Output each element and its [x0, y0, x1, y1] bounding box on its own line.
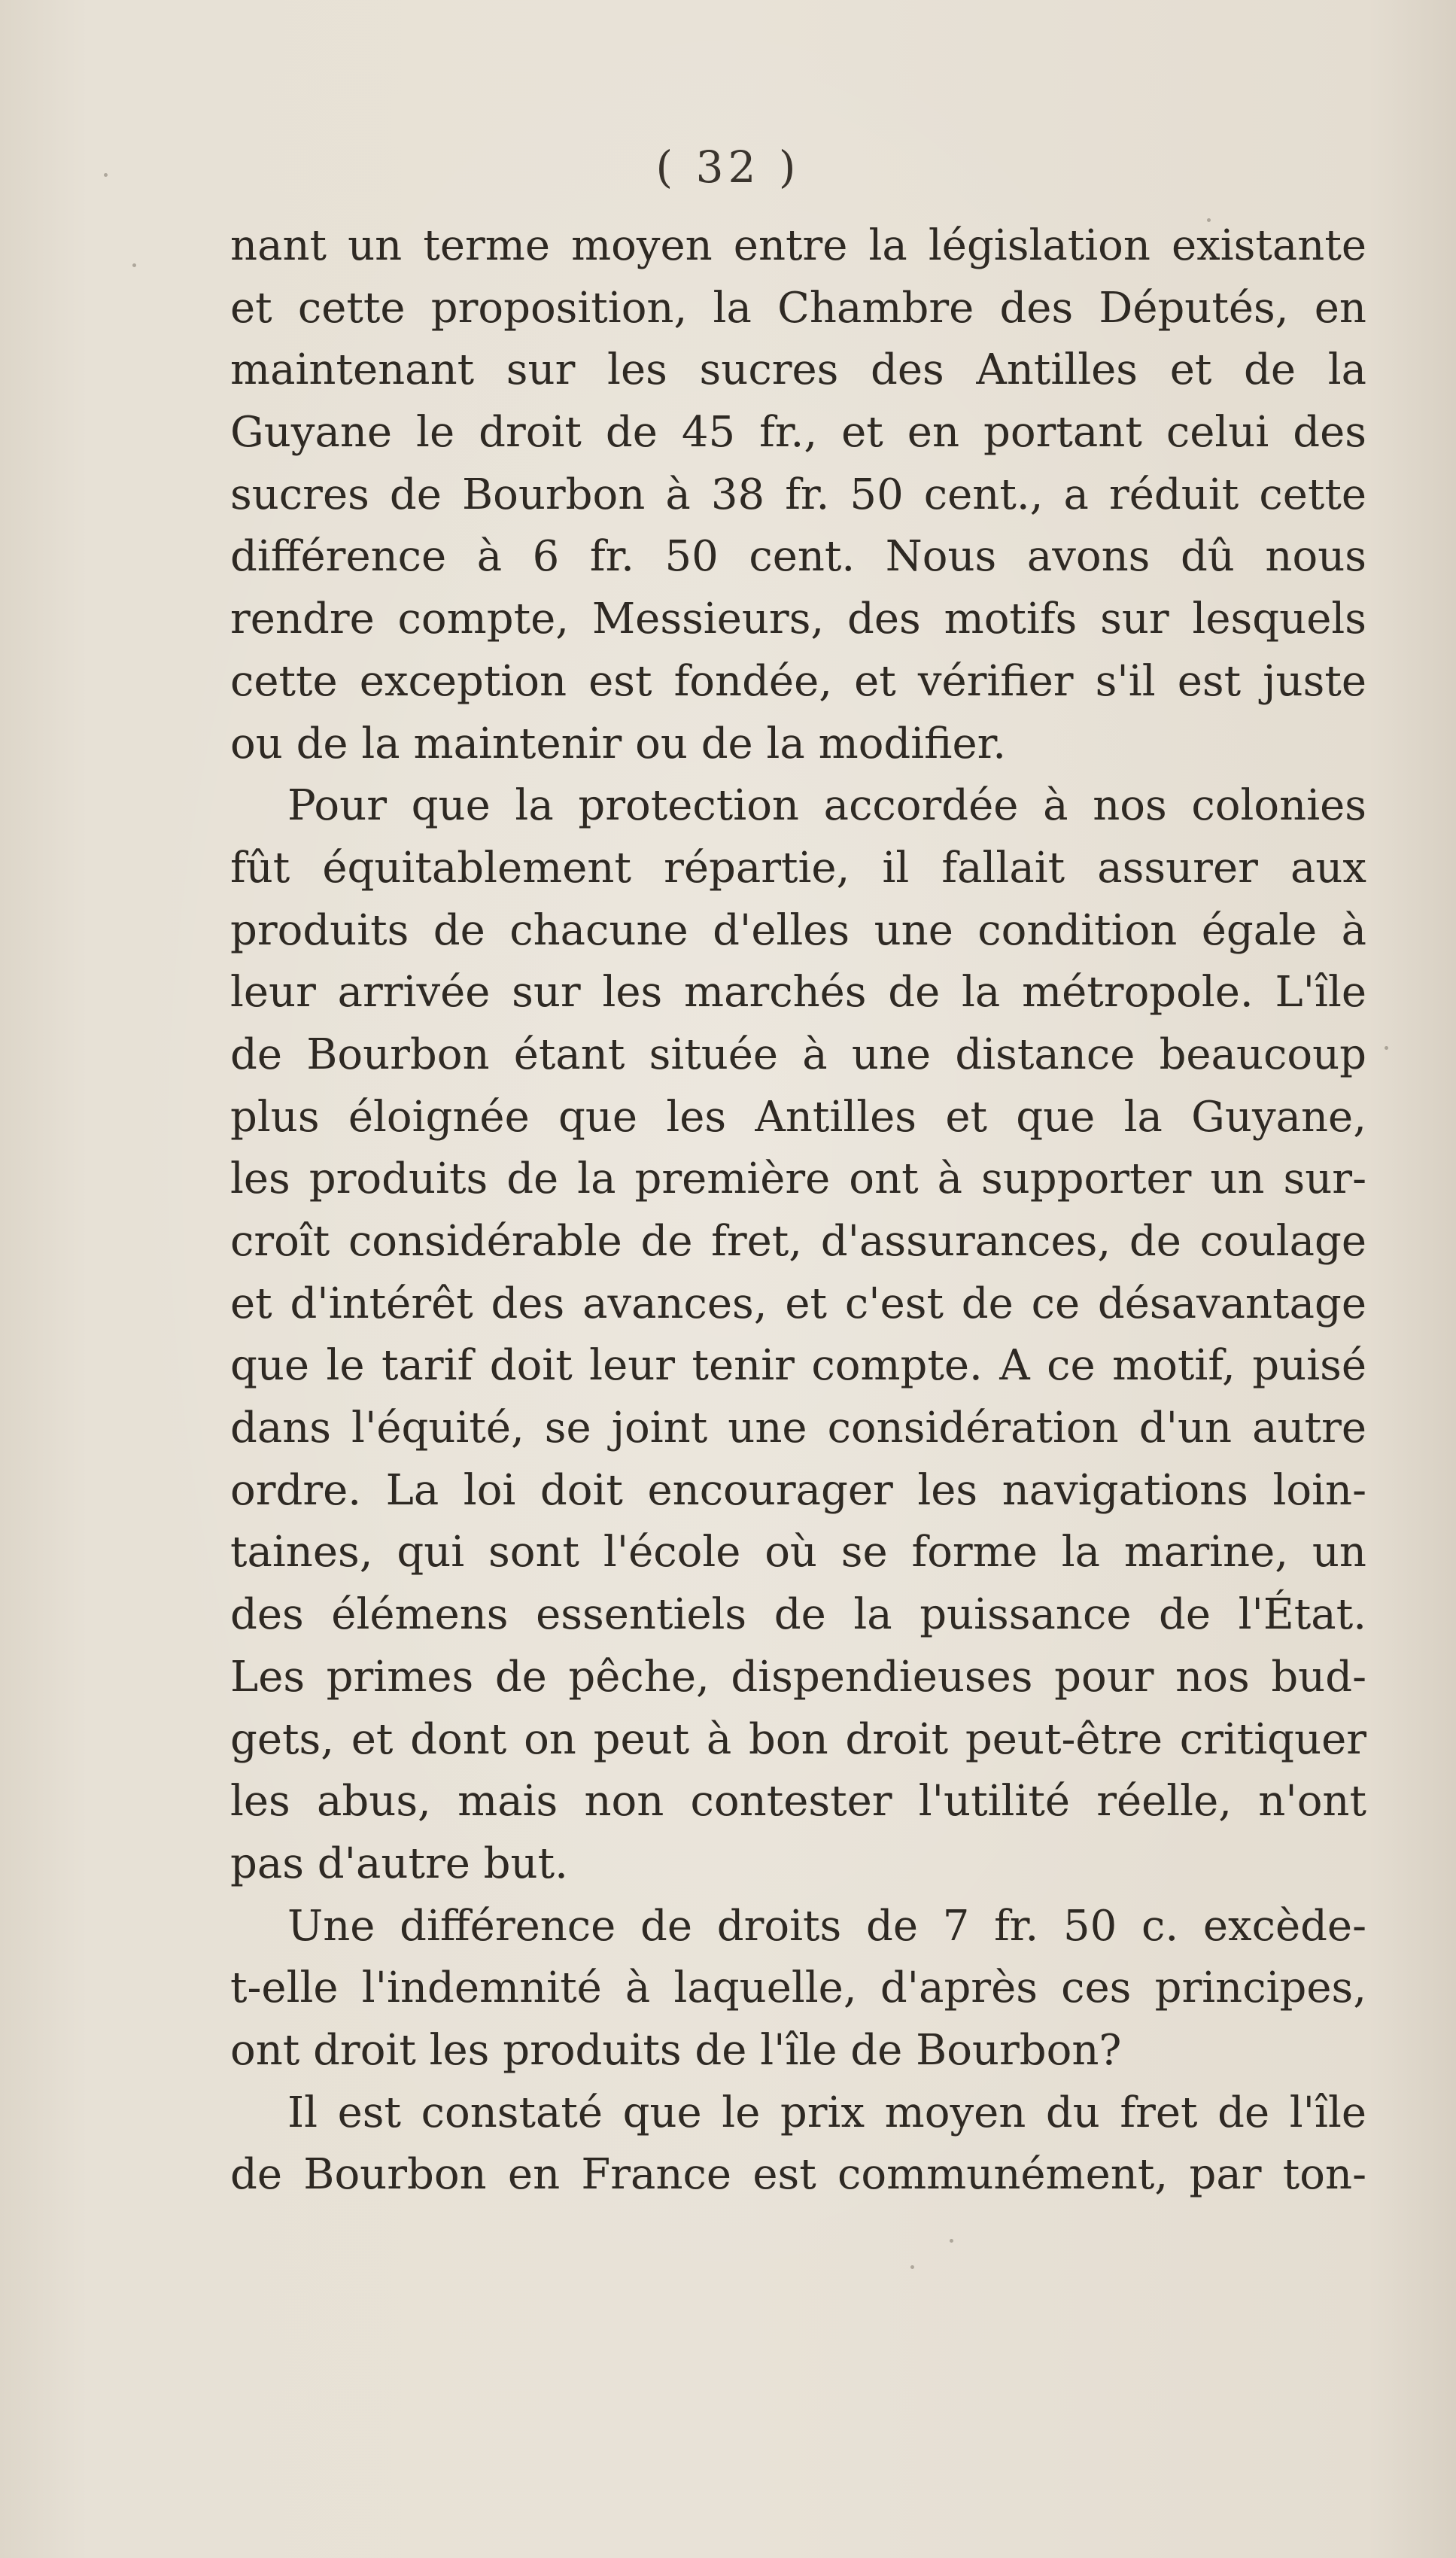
text-line: nant un terme moyen entre la législation existante — [230, 221, 1366, 270]
text-line: différence à 6 fr. 50 cent. Nous avons dû nous — [230, 532, 1366, 582]
text-line: que le tarif doit leur tenir compte. A ce motif, puisé — [230, 1341, 1366, 1391]
text-line: les produits de la première ont à supporter un sur- — [230, 1154, 1366, 1204]
paper-speck — [132, 263, 136, 267]
text-line: maintenant sur les sucres des Antilles et de la — [230, 345, 1366, 395]
text-line: les abus, mais non contester l'utilité réelle, n'ont — [230, 1777, 1366, 1826]
text-line: taines, qui sont l'école où se forme la marine, un — [230, 1528, 1366, 1577]
text-line: plus éloignée que les Antilles et que la Guyane, — [230, 1092, 1366, 1142]
text-line: Guyane le droit de 45 fr., et en portant celui des — [230, 408, 1366, 458]
text-line: sucres de Bourbon à 38 fr. 50 cent., a réduit cette — [230, 470, 1366, 519]
paragraph-start-line: Pour que la protection accordée à nos colonies — [287, 781, 1366, 831]
paragraph-start-line: Il est constaté que le prix moyen du fret de l'île — [287, 2088, 1366, 2137]
text-line: des élémens essentiels de la puissance de l'État. — [230, 1590, 1366, 1640]
paper-speck — [1385, 1046, 1388, 1050]
text-line: dans l'équité, se joint une considération d'un autre — [230, 1404, 1366, 1453]
text-line: leur arrivée sur les marchés de la métropole. L'île — [230, 968, 1366, 1017]
text-line: ou de la maintenir ou de la modifier. — [230, 719, 1007, 768]
text-line: Les primes de pêche, dispendieuses pour nos bud- — [230, 1652, 1366, 1702]
text-line: ordre. La loi doit encourager les navigations loin- — [230, 1465, 1366, 1515]
text-line: croît considérable de fret, d'assurances, de coulage — [230, 1217, 1366, 1266]
text-line: cette exception est fondée, et vérifier s'il est juste — [230, 656, 1366, 706]
page-number: ( 32 ) — [655, 141, 801, 193]
paper-speck — [1207, 218, 1211, 222]
text-line: t-elle l'indemnité à laquelle, d'après ces principes, — [230, 1963, 1366, 2013]
paper-speck — [950, 2239, 953, 2243]
paper-speck — [104, 173, 108, 177]
text-line: de Bourbon en France est communément, par ton- — [230, 2150, 1366, 2200]
text-line: et cette proposition, la Chambre des Députés, en — [230, 283, 1366, 333]
paper-speck — [910, 2265, 914, 2269]
text-line: ont droit les produits de l'île de Bourbon? — [230, 2025, 1122, 2075]
body-text — [230, 215, 1366, 2207]
text-line: fût équitablement répartie, il fallait assurer aux — [230, 843, 1366, 893]
text-line: rendre compte, Messieurs, des motifs sur lesquels — [230, 595, 1366, 644]
text-line: de Bourbon étant située à une distance beaucoup — [230, 1030, 1366, 1079]
paragraph-start-line: Une différence de droits de 7 fr. 50 c. excède- — [287, 1901, 1366, 1951]
text-line: et d'intérêt des avances, et c'est de ce désavantage — [230, 1279, 1366, 1328]
text-line: produits de chacune d'elles une condition égale à — [230, 905, 1366, 955]
text-line: gets, et dont on peut à bon droit peut-être critiquer — [230, 1714, 1366, 1764]
text-line: pas d'autre but. — [230, 1839, 568, 1888]
